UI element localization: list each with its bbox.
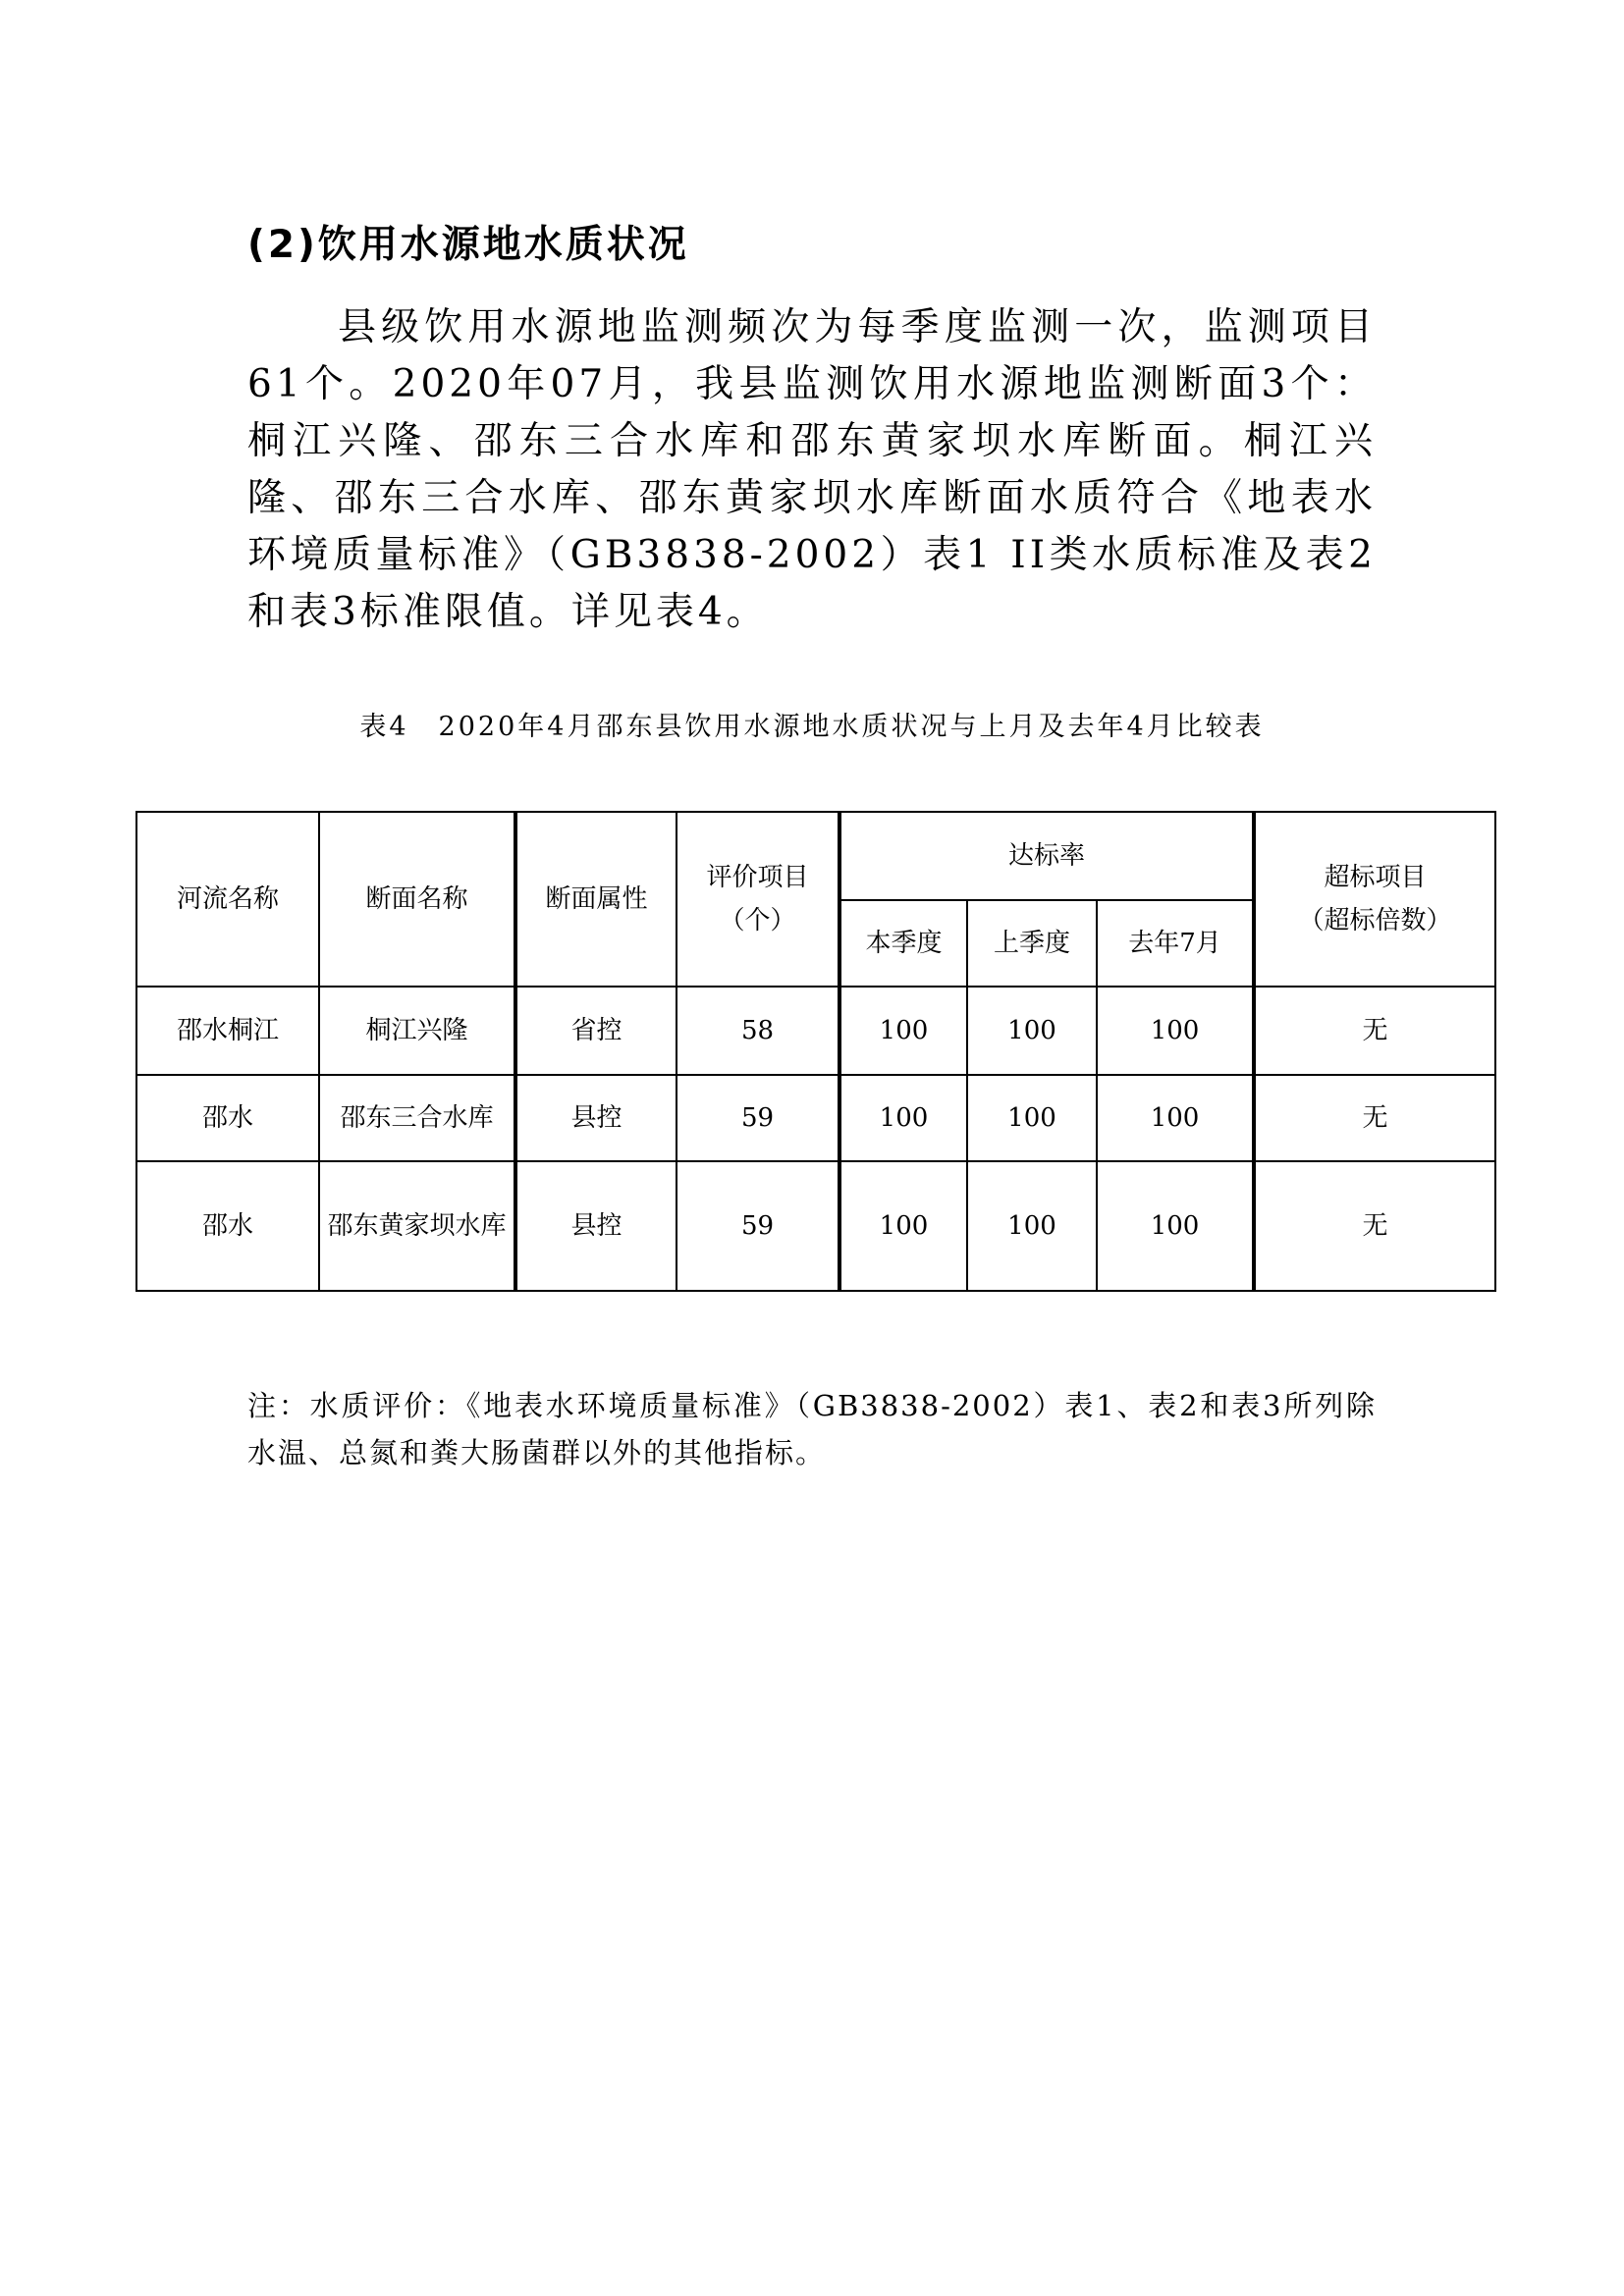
table-caption: 表4 2020年4月邵东县饮用水源地水质状况与上月及去年4月比较表: [359, 712, 1265, 742]
header-river: 河流名称: [136, 812, 319, 987]
cell-items: 59: [677, 1161, 839, 1291]
table-row: [136, 1161, 1495, 1291]
cell-section: 邵东三合水库: [319, 1075, 515, 1161]
header-exceed-line1: 超标项目: [1324, 863, 1427, 892]
cell-items: 58: [677, 987, 839, 1075]
cell-river: 邵水: [136, 1075, 319, 1161]
cell-last-quarter: 100: [967, 1075, 1097, 1161]
cell-last-year: 100: [1097, 987, 1254, 1075]
cell-attribute: 县控: [515, 1075, 677, 1161]
cell-last-year: 100: [1097, 1075, 1254, 1161]
header-items: [677, 812, 839, 987]
cell-items: 59: [677, 1075, 839, 1161]
header-items-line2: （个）: [719, 906, 796, 935]
header-exceed-line2: （超标倍数）: [1298, 906, 1452, 935]
water-quality-table: [135, 811, 1496, 1292]
cell-this-quarter: 100: [839, 1161, 967, 1291]
header-section: 断面名称: [319, 812, 515, 987]
cell-attribute: 县控: [515, 1161, 677, 1291]
cell-exceed: 无: [1254, 1161, 1495, 1291]
cell-section: 桐江兴隆: [319, 987, 515, 1075]
header-last-year: 去年7月: [1097, 900, 1254, 987]
section-heading: (2)饮用水源地水质状况: [247, 223, 689, 267]
cell-this-quarter: 100: [839, 987, 967, 1075]
header-rate: 达标率: [839, 812, 1254, 900]
table-note: 注：水质评价：《地表水环境质量标准》（GB3838-2002）表1、表2和表3所列除水温、总氮和粪大肠菌群以外的其他指标。: [247, 1389, 1377, 1469]
table-row: [136, 1075, 1495, 1161]
cell-exceed: 无: [1254, 1075, 1495, 1161]
cell-last-quarter: 100: [967, 987, 1097, 1075]
header-this-quarter: 本季度: [839, 900, 967, 987]
header-attribute: 断面属性: [515, 812, 677, 987]
table-row: [136, 987, 1495, 1075]
header-last-quarter: 上季度: [967, 900, 1097, 987]
cell-exceed: 无: [1254, 987, 1495, 1075]
cell-last-year: 100: [1097, 1161, 1254, 1291]
cell-section: 邵东黄家坝水库: [319, 1161, 515, 1291]
cell-attribute: 省控: [515, 987, 677, 1075]
cell-river: 邵水: [136, 1161, 319, 1291]
body-paragraph: 县级饮用水源地监测频次为每季度监测一次，监测项目61个。2020年07月，我县监测饮用水源地监测断面3个：桐江兴隆、邵东三合水库和邵东黄家坝水库断面。桐江兴隆、邵东三合水库、邵东黄家坝水库断面水质符合《地表水环境质量标准》（GB3838-2002）表1 II类水质标准及表2和表3标准限值。详见表4。: [247, 305, 1377, 634]
cell-river: 邵水桐江: [136, 987, 319, 1075]
cell-this-quarter: 100: [839, 1075, 967, 1161]
table-header-row: [136, 812, 1495, 900]
header-items-line1: 评价项目: [706, 863, 809, 892]
cell-last-quarter: 100: [967, 1161, 1097, 1291]
header-exceed: [1254, 812, 1495, 987]
